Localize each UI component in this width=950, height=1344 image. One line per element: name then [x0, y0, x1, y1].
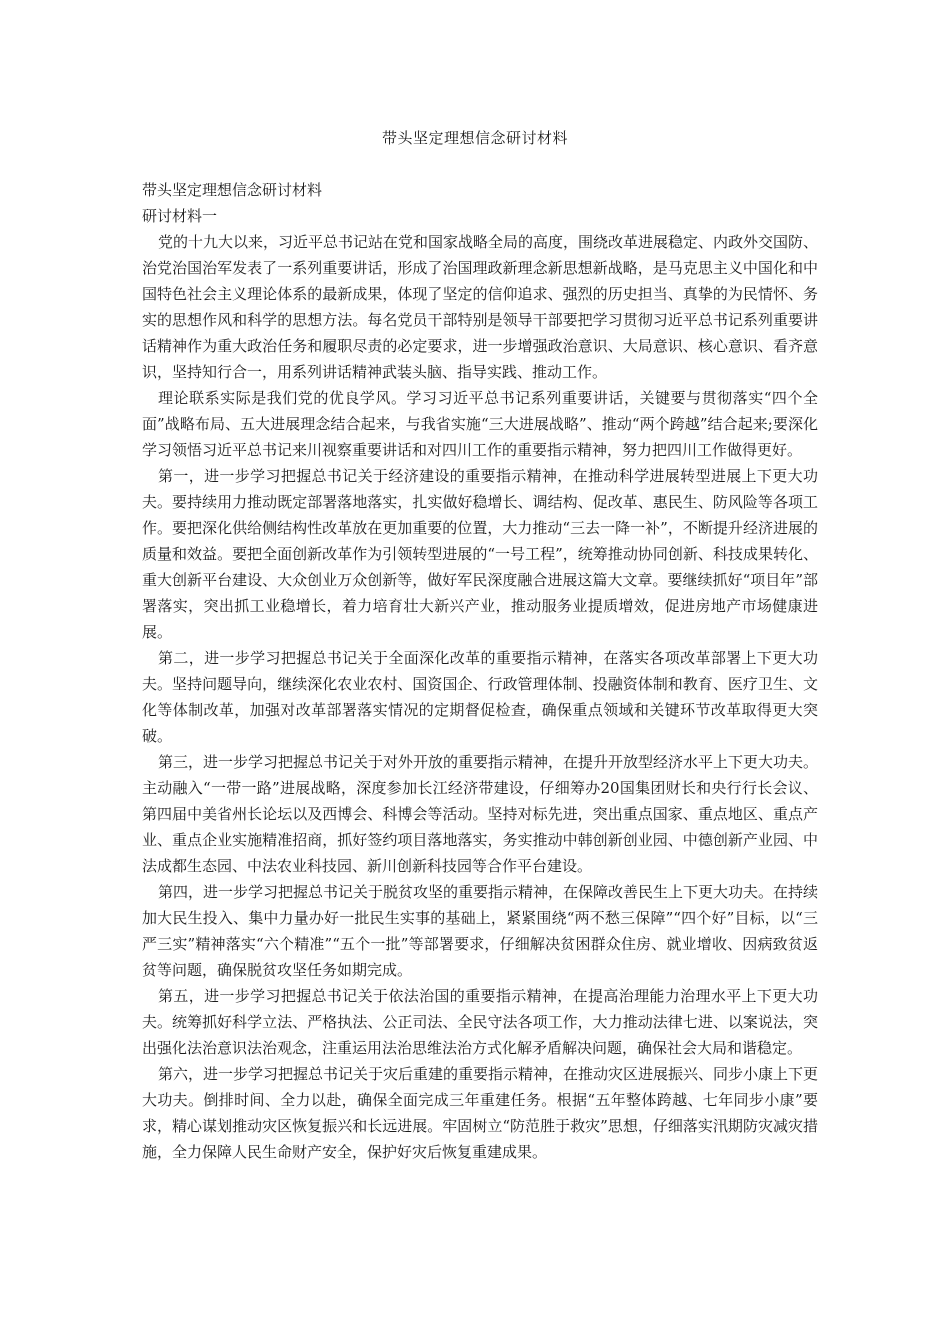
paragraph: 党的十九大以来，习近平总书记站在党和国家战略全局的高度，围绕改革进展稳定、内政外交国防、治党治国治军发表了一系列重要讲话，形成了治国理政新理念新思想新战略，是马克思主义中国化和中国特色社会主义理论体系的最新成果，体现了坚定的信仰追求、强烈的历史担当、真挚的为民情怀、务实的思想作风和科学的思想方法。每名党员干部特别是领导干部要把学习贯彻习近平总书记系列重要讲话精神作为重大政治任务和履职尽责的必定要求，进一步增强政治意识、大局意识、核心意识、看齐意识，坚持知行合一，用系列讲话精神武装头脑、指导实践、推动工作。 [142, 233, 819, 381]
section-label: 研讨材料一 [142, 207, 218, 225]
paragraph: 第五，进一步学习把握总书记关于依法治国的重要指示精神，在提高治理能力治理水平上下更大功夫。统筹抓好科学立法、严格执法、公正司法、全民守法各项工作，大力推动法律七进、以案说法，突出强化法治意识法治观念，注重运用法治思维法治方式化解矛盾解决问题，确保社会大局和谐稳定。 [142, 987, 818, 1057]
document-body [142, 177, 818, 1165]
paragraph: 第四，进一步学习把握总书记关于脱贫攻坚的重要指示精神，在保障改善民生上下更大功夫。在持续加大民生投入、集中力量办好一批民生实事的基础上，紧紧围绕“两不愁三保障”“四个好”目标，以“三严三实”精神落实“六个精准”“五个一批”等部署要求，仔细解决贫困群众住房、就业增收、因病致贫返贫等问题，确保脱贫攻坚任务如期完成。 [142, 883, 819, 979]
paragraph: 第六，进一步学习把握总书记关于灾后重建的重要指示精神，在推动灾区进展振兴、同步小康上下更大功夫。倒排时间、全力以赴，确保全面完成三年重建任务。根据“五年整体跨越、七年同步小康”要求，精心谋划推动灾区恢复振兴和长远进展。牢固树立“防范胜于救灾”思想，仔细落实汛期防灾减灾措施，全力保障人民生命财产安全，保护好灾后恢复重建成果。 [142, 1065, 819, 1161]
document-subtitle: 带头坚定理想信念研讨材料 [142, 181, 323, 199]
paragraph: 第一，进一步学习把握总书记关于经济建设的重要指示精神，在推动科学进展转型进展上下更大功夫。要持续用力推动既定部署落地落实，扎实做好稳增长、调结构、促改革、惠民生、防风险等各项工作。要把深化供给侧结构性改革放在更加重要的位置，大力推动“三去一降一补”，不断提升经济进展的质量和效益。要把全面创新改革作为引领转型进展的“一号工程”，统筹推动协同创新、科技成果转化、重大创新平台建设、大众创业万众创新等，做好军民深度融合进展这篇大文章。要继续抓好“项目年”部署落实，突出抓工业稳增长，着力培育壮大新兴产业，推动服务业提质增效，促进房地产市场健康进展。 [142, 467, 818, 641]
paragraph: 第二，进一步学习把握总书记关于全面深化改革的重要指示精神，在落实各项改革部署上下更大功夫。坚持问题导向，继续深化农业农村、国资国企、行政管理体制、投融资体制和教育、医疗卫生、文化等体制改革，加强对改革部署落实情况的定期督促检查，确保重点领域和关键环节改革取得更大突破。 [142, 649, 818, 745]
document-title: 带头坚定理想信念研讨材料 [381, 129, 568, 147]
paragraph: 第三，进一步学习把握总书记关于对外开放的重要指示精神，在提升开放型经济水平上下更大功夫。主动融入“一带一路”进展战略，深度参加长江经济带建设，仔细筹办20国集团财长和央行行长会议、第四届中美省州长论坛以及西博会、科博会等活动。坚持对标先进，突出重点国家、重点地区、重点产业、重点企业实施精准招商，抓好签约项目落地落实，务实推动中韩创新创业园、中德创新产业园、中法成都生态园、中法农业科技园、新川创新科技园等合作平台建设。 [142, 753, 819, 875]
paragraph: 理论联系实际是我们党的优良学风。学习习近平总书记系列重要讲话，关键要与贯彻落实“四个全面”战略布局、五大进展理念结合起来，与我省实施“三大进展战略”、推动“两个跨越”结合起来;要深化学习领悟习近平总书记来川视察重要讲话和对四川工作的重要指示精神，努力把四川工作做得更好。 [142, 389, 818, 459]
